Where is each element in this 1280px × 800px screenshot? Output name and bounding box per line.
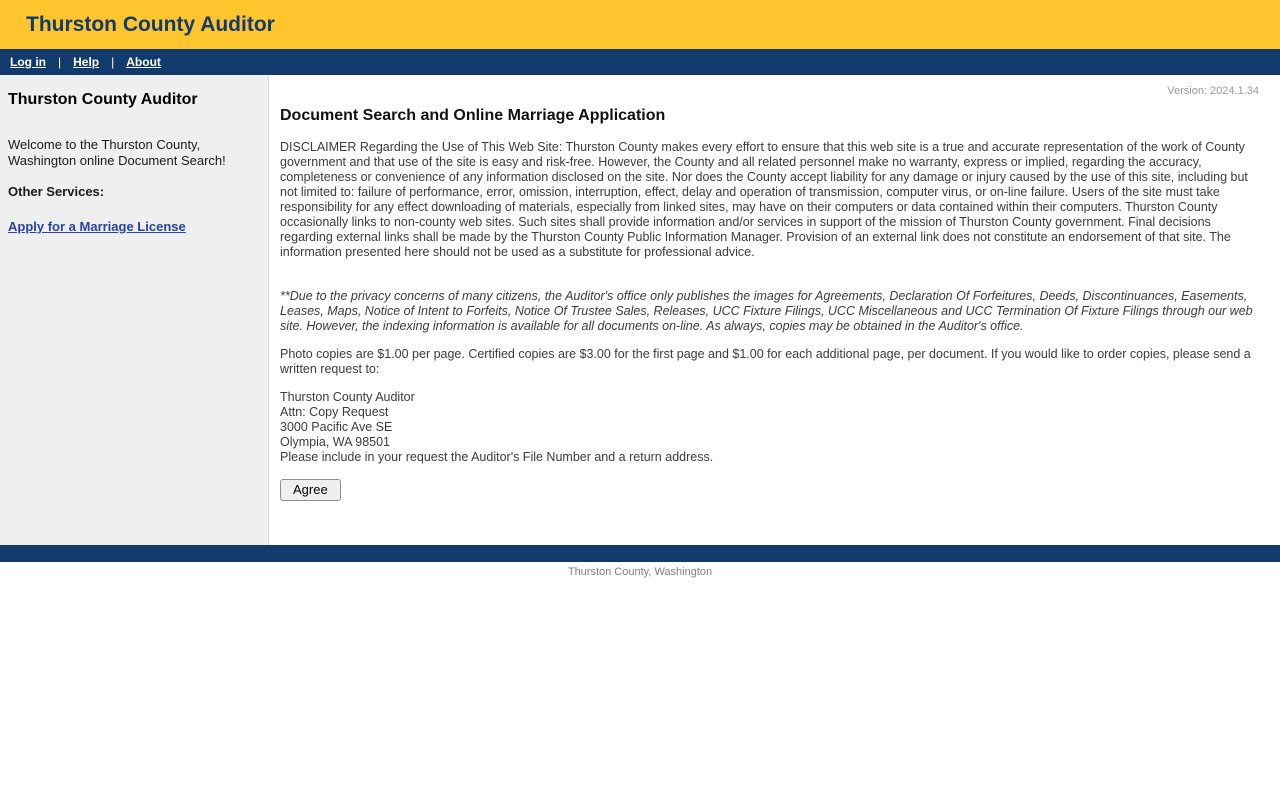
app-header — [0, 0, 1280, 49]
main-panel — [269, 75, 1280, 545]
nav-link-about[interactable]: About — [126, 55, 161, 69]
sidebar-welcome-text: Welcome to the Thurston County, Washington online Document Search! — [8, 137, 226, 168]
sidebar-title: Thurston County Auditor — [8, 91, 198, 108]
nav-link-help[interactable]: Help — [73, 55, 100, 69]
top-nav — [0, 49, 1280, 75]
privacy-note-paragraph: **Due to the privacy concerns of many citizens, the Auditor's office only publishes the images for Agreements, Declaration Of Forfeitures, Deeds, Discontinuances, Easements, Leases, Maps, Notice of Intent to Forfeits, Notice Of Trustee Sales, Releases, UCC Fixture Filings, UCC Miscellaneous and UCC Termination Of Fixture Filings through our web site. However, the indexing information is available for all documents on-line. As always, copies may be obtained in the Auditor's office. — [280, 289, 1253, 333]
mailing-address — [280, 390, 1259, 465]
agree-button[interactable]: Agree — [280, 479, 341, 501]
address-line: 3000 Pacific Ave SE — [280, 420, 393, 434]
page-title: Document Search and Online Marriage Application — [280, 107, 666, 124]
content-area — [0, 75, 1280, 545]
marriage-license-link[interactable]: Apply for a Marriage License — [8, 219, 186, 234]
footer-text: Thurston County, Washington — [567, 566, 713, 578]
nav-separator: | — [58, 55, 62, 69]
version-label: Version: 2024.1.34 — [1167, 85, 1259, 97]
address-line: Thurston County Auditor — [280, 390, 415, 404]
other-services-label: Other Services: — [8, 184, 105, 199]
disclaimer-paragraph: DISCLAIMER Regarding the Use of This Web Site: Thurston County makes every effort to ensure that this web site is a true and accurate representation of the work of County government and that use of the site is easy and risk-free. However, the County and all related personnel make no warranty, express or implied, regarding the accuracy, completeness or convenience of any information disclosed on the site. Nor does the County accept liability for any damage or injury caused by the use of this site, including but not limited to: failure of performance, error, omission, interruption, effect, delay and operation of transmission, computer virus, or on-line failure. Users of the site must take responsibility for any effect downloading of materials, especially from linked sites, may have on their computers or data contained within their computers. Thurston County occasionally links to non-county web sites. Such sites shall provide information and/or services in support of the mission of Thurston County government. Final decisions regarding external links shall be made by the Thurston County Public Information Manager. Provision of an external link does not constitute an endorsement of that site. The information presented here should not be used as a substitute for professional advice. — [280, 140, 1248, 259]
app-title: Thurston County Auditor — [26, 12, 275, 36]
nav-link-login[interactable]: Log in — [10, 55, 46, 69]
copies-info-paragraph: Photo copies are $1.00 per page. Certified copies are $3.00 for the first page and $1.00 for each additional page, per document. If you would like to order copies, please send a written request to: — [280, 347, 1251, 376]
footer-bar — [0, 545, 1280, 562]
address-line: Attn: Copy Request — [280, 405, 389, 419]
request-note: Please include in your request the Auditor's File Number and a return address. — [280, 450, 714, 464]
address-line: Olympia, WA 98501 — [280, 435, 391, 449]
nav-separator: | — [111, 55, 115, 69]
sidebar — [0, 75, 269, 545]
